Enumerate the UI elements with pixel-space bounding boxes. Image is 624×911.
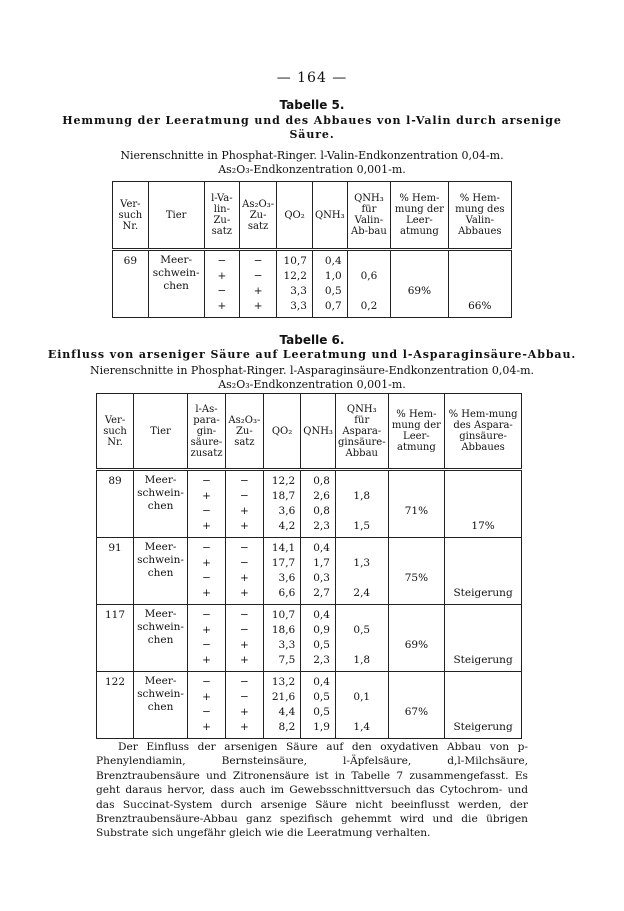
table6-header-cell: QNH₃ für Aspara-ginsäure-Abbau — [335, 394, 388, 470]
inhibition-respiration: 69% — [388, 638, 445, 653]
qnh3-breakdown-value: 1,8 — [335, 653, 388, 672]
table5-header-cell: QO₂ — [277, 182, 313, 250]
qnh3-breakdown-value: 0,1 — [335, 690, 388, 705]
arsenic-addition: + — [225, 586, 263, 605]
qnh3-breakdown-value — [335, 504, 388, 519]
substrate-addition: − — [188, 705, 226, 720]
substrate-addition: + — [188, 489, 226, 504]
substrate-addition: + — [188, 690, 226, 705]
substrate-addition: + — [204, 269, 240, 284]
qo2-value: 18,6 — [263, 623, 300, 638]
qnh3-breakdown-value — [335, 470, 388, 490]
table6-subtitle-line2: As₂O₃-Endkonzentration 0,001-m. — [218, 378, 406, 391]
inhibition-breakdown — [445, 605, 522, 624]
qo2-value: 12,2 — [277, 269, 313, 284]
inhibition-breakdown — [445, 623, 522, 638]
inhibition-breakdown: Steigerung — [453, 587, 513, 599]
qnh3-value: 0,9 — [301, 623, 336, 638]
inhibition-breakdown — [445, 504, 522, 519]
table6-header-cell: l-As-para-gin-säure-zusatz — [188, 394, 226, 470]
table6-header-cell: % Hem-mung der Leer-atmung — [388, 394, 445, 470]
inhibition-respiration — [388, 470, 445, 490]
table6-header-row — [97, 394, 522, 470]
qnh3-value: 0,5 — [301, 705, 336, 720]
table6-caption: Einfluss von arseniger Säure auf Leeratmung und l-Asparaginsäure-Abbau. — [47, 348, 577, 361]
substrate-addition: − — [188, 504, 226, 519]
inhibition-breakdown — [445, 489, 522, 504]
arsenic-addition: − — [225, 538, 263, 557]
qnh3-value: 2,6 — [301, 489, 336, 504]
table6-header-cell: % Hem-mung des Aspara-ginsäure-Abbaues — [448, 409, 518, 453]
animal-species: Meer-schwein-chen — [134, 605, 188, 672]
qnh3-value: 1,9 — [301, 720, 336, 739]
table5-experiment-group — [113, 250, 512, 318]
inhibition-respiration: 67% — [388, 705, 445, 720]
qo2-value: 3,6 — [263, 504, 300, 519]
inhibition-respiration: 69% — [391, 284, 448, 299]
qnh3-breakdown-value: 0,5 — [335, 623, 388, 638]
arsenic-addition: + — [225, 519, 263, 538]
table6 — [96, 393, 522, 739]
qo2-value: 21,6 — [263, 690, 300, 705]
animal-species: Meer-schwein-chen — [134, 470, 188, 538]
table5 — [112, 181, 512, 318]
qnh3-value: 0,7 — [312, 299, 347, 318]
qo2-value: 4,2 — [263, 519, 300, 538]
experiment-number: 117 — [97, 605, 134, 672]
qnh3-value: 2,3 — [301, 653, 336, 672]
arsenic-addition: − — [225, 470, 263, 490]
qnh3-value: 0,3 — [301, 571, 336, 586]
inhibition-breakdown — [445, 705, 522, 720]
inhibition-respiration: 75% — [388, 571, 445, 586]
table6-label: Tabelle 6. — [279, 333, 345, 347]
qnh3-value: 1,7 — [301, 556, 336, 571]
arsenic-addition: + — [225, 653, 263, 672]
inhibition-respiration — [388, 605, 445, 624]
inhibition-breakdown — [445, 556, 522, 571]
table-row — [113, 250, 512, 270]
table6-header-cell: QNH₃ — [301, 394, 336, 470]
experiment-number: 91 — [97, 538, 134, 605]
table5-header-cell: % Hem-mung der Leer-atmung — [391, 182, 448, 250]
table-row — [97, 470, 522, 490]
inhibition-breakdown — [448, 284, 511, 299]
arsenic-addition: − — [225, 672, 263, 691]
table5-subtitle-line1: Nierenschnitte in Phosphat-Ringer. l-Valin-Endkonzentration 0,04-m. — [120, 149, 504, 162]
qnh3-breakdown-value: 1,8 — [335, 489, 388, 504]
arsenic-addition: + — [225, 571, 263, 586]
inhibition-respiration — [388, 672, 445, 691]
arsenic-addition: + — [225, 705, 263, 720]
experiment-number: 122 — [97, 672, 134, 739]
table-row — [97, 672, 522, 691]
experiment-number: 89 — [97, 470, 134, 538]
table5-label: Tabelle 5. — [279, 98, 345, 112]
animal-species: Meer-schwein-chen — [134, 672, 188, 739]
qo2-value: 10,7 — [263, 605, 300, 624]
table6-header-cell: As₂O₃-Zu-satz — [225, 394, 263, 470]
qnh3-breakdown-value — [335, 571, 388, 586]
substrate-addition: − — [204, 284, 240, 299]
inhibition-respiration — [388, 623, 445, 638]
arsenic-addition: − — [225, 556, 263, 571]
table5-header-cell: l-Va-lin-Zu-satz — [204, 182, 240, 250]
table6-experiment-group — [97, 672, 522, 739]
substrate-addition: − — [188, 605, 226, 624]
inhibition-breakdown — [445, 638, 522, 653]
arsenic-addition: − — [225, 489, 263, 504]
qnh3-breakdown-value — [335, 705, 388, 720]
qo2-value: 10,7 — [277, 250, 313, 270]
qnh3-breakdown-value — [335, 672, 388, 691]
substrate-addition: − — [188, 638, 226, 653]
table6-header-cell: Ver-such Nr. — [97, 394, 134, 470]
table6-experiment-group — [97, 605, 522, 672]
substrate-addition: + — [188, 623, 226, 638]
table5-caption: Hemmung der Leeratmung und des Abbaues von l-Valin durch arsenige Säure. — [62, 114, 562, 141]
qnh3-value: 0,5 — [301, 690, 336, 705]
substrate-addition: + — [188, 653, 226, 672]
inhibition-respiration — [388, 720, 445, 739]
qnh3-breakdown-value: 1,4 — [335, 720, 388, 739]
inhibition-respiration — [388, 489, 445, 504]
table6-header-cell: QO₂ — [263, 394, 300, 470]
table5-header-cell: QNH₃ für Valin-Ab-bau — [347, 182, 391, 250]
inhibition-respiration — [388, 653, 445, 672]
animal-species: Meer-schwein-chen — [134, 538, 188, 605]
qo2-value: 3,3 — [263, 638, 300, 653]
substrate-addition: − — [188, 672, 226, 691]
body-paragraph: Der Einfluss der arsenigen Säure auf den oxydativen Abbau von p-Phenylendiamin, Bernsteinsäure, l-Äpfelsäure, d,l-Milchsäure, Brenztraubensäure und Zitronensäure ist in Tabelle 7 zusammengefasst. Es geht daraus hervor, dass auch im Gewebsschnittversuch das Cytochrom- und das Succinat-System durch arsenige Säure nicht beeinflusst werden, der Brenztraubensäure-Abbau ganz spezifisch gehemmt wird und die übrigen Substrate sich ungefähr gleich wie die Leeratmung verhalten. — [96, 741, 528, 840]
qnh3-value: 0,8 — [301, 504, 336, 519]
qnh3-breakdown-value: 2,4 — [335, 586, 388, 605]
qo2-value: 12,2 — [263, 470, 300, 490]
arsenic-addition: − — [225, 623, 263, 638]
arsenic-addition: − — [240, 250, 277, 270]
arsenic-addition: + — [225, 504, 263, 519]
substrate-addition: + — [188, 519, 226, 538]
qnh3-value: 2,3 — [301, 519, 336, 538]
inhibition-breakdown: Steigerung — [453, 654, 513, 666]
substrate-addition: − — [188, 571, 226, 586]
qo2-value: 8,2 — [263, 720, 300, 739]
qnh3-value: 0,4 — [301, 605, 336, 624]
qnh3-breakdown-value: 0,2 — [347, 299, 391, 318]
substrate-addition: + — [188, 720, 226, 739]
table5-header-cell: Ver-such Nr. — [113, 182, 149, 250]
inhibition-breakdown: 66% — [468, 300, 492, 312]
table-row — [97, 605, 522, 624]
table5-header-cell: QNH₃ — [312, 182, 347, 250]
table5-header-row — [113, 182, 512, 250]
arsenic-addition: − — [240, 269, 277, 284]
table6-experiment-group — [97, 470, 522, 538]
qnh3-breakdown-value — [335, 538, 388, 557]
arsenic-addition: − — [225, 690, 263, 705]
page-number: — 164 — — [276, 70, 348, 86]
inhibition-breakdown — [445, 672, 522, 691]
qnh3-breakdown-value: 0,6 — [347, 269, 391, 284]
substrate-addition: + — [188, 586, 226, 605]
inhibition-respiration — [391, 250, 448, 270]
substrate-addition: − — [204, 250, 240, 270]
qo2-value: 14,1 — [263, 538, 300, 557]
table6-subtitle-line1: Nierenschnitte in Phosphat-Ringer. l-Asparaginsäure-Endkonzentration 0,04-m. — [89, 364, 535, 377]
table6-header-cell: Tier — [134, 394, 188, 470]
arsenic-addition: − — [225, 605, 263, 624]
inhibition-respiration — [388, 556, 445, 571]
qo2-value: 3,3 — [277, 299, 313, 318]
animal-species: Meer-schwein-chen — [148, 250, 204, 318]
inhibition-breakdown — [448, 250, 511, 270]
inhibition-respiration — [388, 538, 445, 557]
inhibition-respiration — [391, 299, 448, 318]
experiment-number: 69 — [113, 250, 149, 318]
qo2-value: 6,6 — [263, 586, 300, 605]
qo2-value: 3,6 — [263, 571, 300, 586]
inhibition-respiration — [388, 519, 445, 538]
inhibition-breakdown — [448, 269, 511, 284]
qnh3-breakdown-value — [335, 638, 388, 653]
table-row — [97, 538, 522, 557]
substrate-addition: − — [188, 538, 226, 557]
inhibition-breakdown — [445, 470, 522, 490]
qnh3-value: 0,5 — [301, 638, 336, 653]
table5-subtitle-line2: As₂O₃-Endkonzentration 0,001-m. — [218, 163, 406, 176]
inhibition-respiration — [388, 690, 445, 705]
table5-header-cell: Tier — [148, 182, 204, 250]
body-text — [96, 740, 528, 841]
qnh3-breakdown-value: 1,3 — [335, 556, 388, 571]
qnh3-value: 0,8 — [301, 470, 336, 490]
inhibition-breakdown: 17% — [471, 520, 495, 532]
inhibition-breakdown — [445, 538, 522, 557]
qo2-value: 7,5 — [263, 653, 300, 672]
qo2-value: 17,7 — [263, 556, 300, 571]
qnh3-breakdown-value — [335, 605, 388, 624]
qnh3-value: 0,4 — [312, 250, 347, 270]
qo2-value: 18,7 — [263, 489, 300, 504]
qo2-value: 13,2 — [263, 672, 300, 691]
arsenic-addition: + — [240, 299, 277, 318]
qnh3-breakdown-value — [347, 284, 391, 299]
inhibition-breakdown — [445, 571, 522, 586]
arsenic-addition: + — [225, 720, 263, 739]
substrate-addition: + — [204, 299, 240, 318]
inhibition-breakdown: Steigerung — [453, 721, 513, 733]
inhibition-respiration: 71% — [388, 504, 445, 519]
table5-header-cell: % Hem-mung des Valin-Abbaues — [455, 193, 505, 237]
table5-header-cell: As₂O₃-Zu-satz — [240, 182, 277, 250]
inhibition-breakdown — [445, 690, 522, 705]
qnh3-value: 1,0 — [312, 269, 347, 284]
inhibition-respiration — [391, 269, 448, 284]
inhibition-respiration — [388, 586, 445, 605]
qnh3-breakdown-value — [347, 250, 391, 270]
qnh3-value: 0,4 — [301, 538, 336, 557]
arsenic-addition: + — [240, 284, 277, 299]
qnh3-value: 0,5 — [312, 284, 347, 299]
substrate-addition: − — [188, 470, 226, 490]
arsenic-addition: + — [225, 638, 263, 653]
substrate-addition: + — [188, 556, 226, 571]
qo2-value: 3,3 — [277, 284, 313, 299]
qnh3-value: 0,4 — [301, 672, 336, 691]
qnh3-value: 2,7 — [301, 586, 336, 605]
table6-experiment-group — [97, 538, 522, 605]
qnh3-breakdown-value: 1,5 — [335, 519, 388, 538]
qo2-value: 4,4 — [263, 705, 300, 720]
